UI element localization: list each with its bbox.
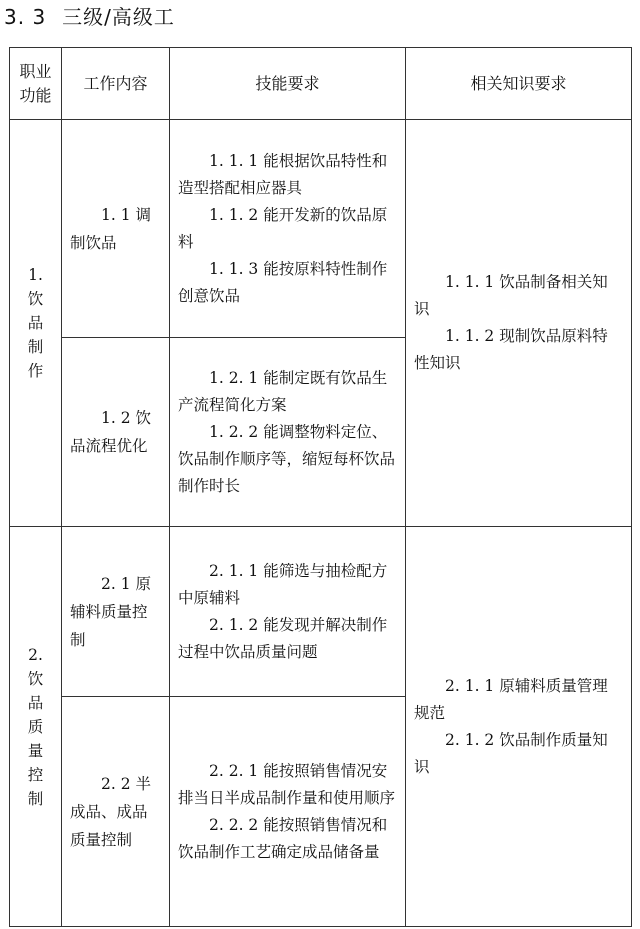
skills-cell <box>170 527 406 697</box>
skill-item: 2. 2. 2 能按照销售情况和饮品制作工艺确定成品储备量 <box>178 815 388 861</box>
skill-item: 1. 1. 1 能根据饮品特性和造型搭配相应器具 <box>178 151 388 197</box>
skill-item: 1. 2. 1 能制定既有饮品生产流程简化方案 <box>178 368 388 414</box>
knowledge-item: 2. 1. 2 饮品制作质量知识 <box>414 730 608 776</box>
skills-table <box>9 47 632 927</box>
section-title: 三级/高级工 <box>62 5 175 29</box>
skill-item: 1. 1. 2 能开发新的饮品原料 <box>178 205 388 251</box>
role-cell <box>10 120 62 527</box>
section-heading <box>4 2 175 32</box>
content-cell <box>62 527 170 697</box>
knowledge-item: 1. 1. 2 现制饮品原料特性知识 <box>414 327 608 372</box>
header-content: 工作内容 <box>62 48 170 120</box>
section-number: 3. 3 <box>4 5 47 29</box>
header-skills: 技能要求 <box>170 48 406 120</box>
skill-item: 2. 1. 2 能发现并解决制作过程中饮品质量问题 <box>178 615 388 661</box>
role-cell <box>10 527 62 927</box>
header-role: 职业功能 <box>10 48 62 120</box>
knowledge-cell <box>406 527 632 927</box>
content-text: 1. 2 饮品流程优化 <box>70 409 152 455</box>
skills-cell <box>170 338 406 527</box>
skill-item: 2. 1. 1 能筛选与抽检配方中原辅料 <box>178 561 388 607</box>
skills-cell <box>170 120 406 338</box>
skill-item: 1. 2. 2 能调整物料定位、饮品制作顺序等，缩短每杯饮品制作时长 <box>178 422 396 495</box>
content-text: 2. 2 半成品、成品质量控制 <box>70 774 152 849</box>
knowledge-cell <box>406 120 632 527</box>
skills-cell <box>170 697 406 927</box>
role-label: 2. 饮品质量控制 <box>27 645 44 808</box>
header-knowledge: 相关知识要求 <box>406 48 632 120</box>
knowledge-item: 1. 1. 1 饮品制备相关知识 <box>414 273 608 318</box>
knowledge-item: 2. 1. 1 原辅料质量管理规范 <box>414 676 608 722</box>
content-text: 1. 1 调制饮品 <box>70 205 152 252</box>
skill-item: 2. 2. 1 能按照销售情况安排当日半成品制作量和使用顺序 <box>178 761 396 807</box>
content-text: 2. 1 原辅料质量控制 <box>70 574 152 649</box>
content-cell <box>62 120 170 338</box>
table-row <box>10 527 632 697</box>
role-label: 1. 饮品制作 <box>27 266 44 380</box>
content-cell <box>62 697 170 927</box>
content-cell <box>62 338 170 527</box>
table-header-row <box>10 48 632 120</box>
skill-item: 1. 1. 3 能按原料特性制作创意饮品 <box>178 259 388 305</box>
table-row <box>10 120 632 338</box>
